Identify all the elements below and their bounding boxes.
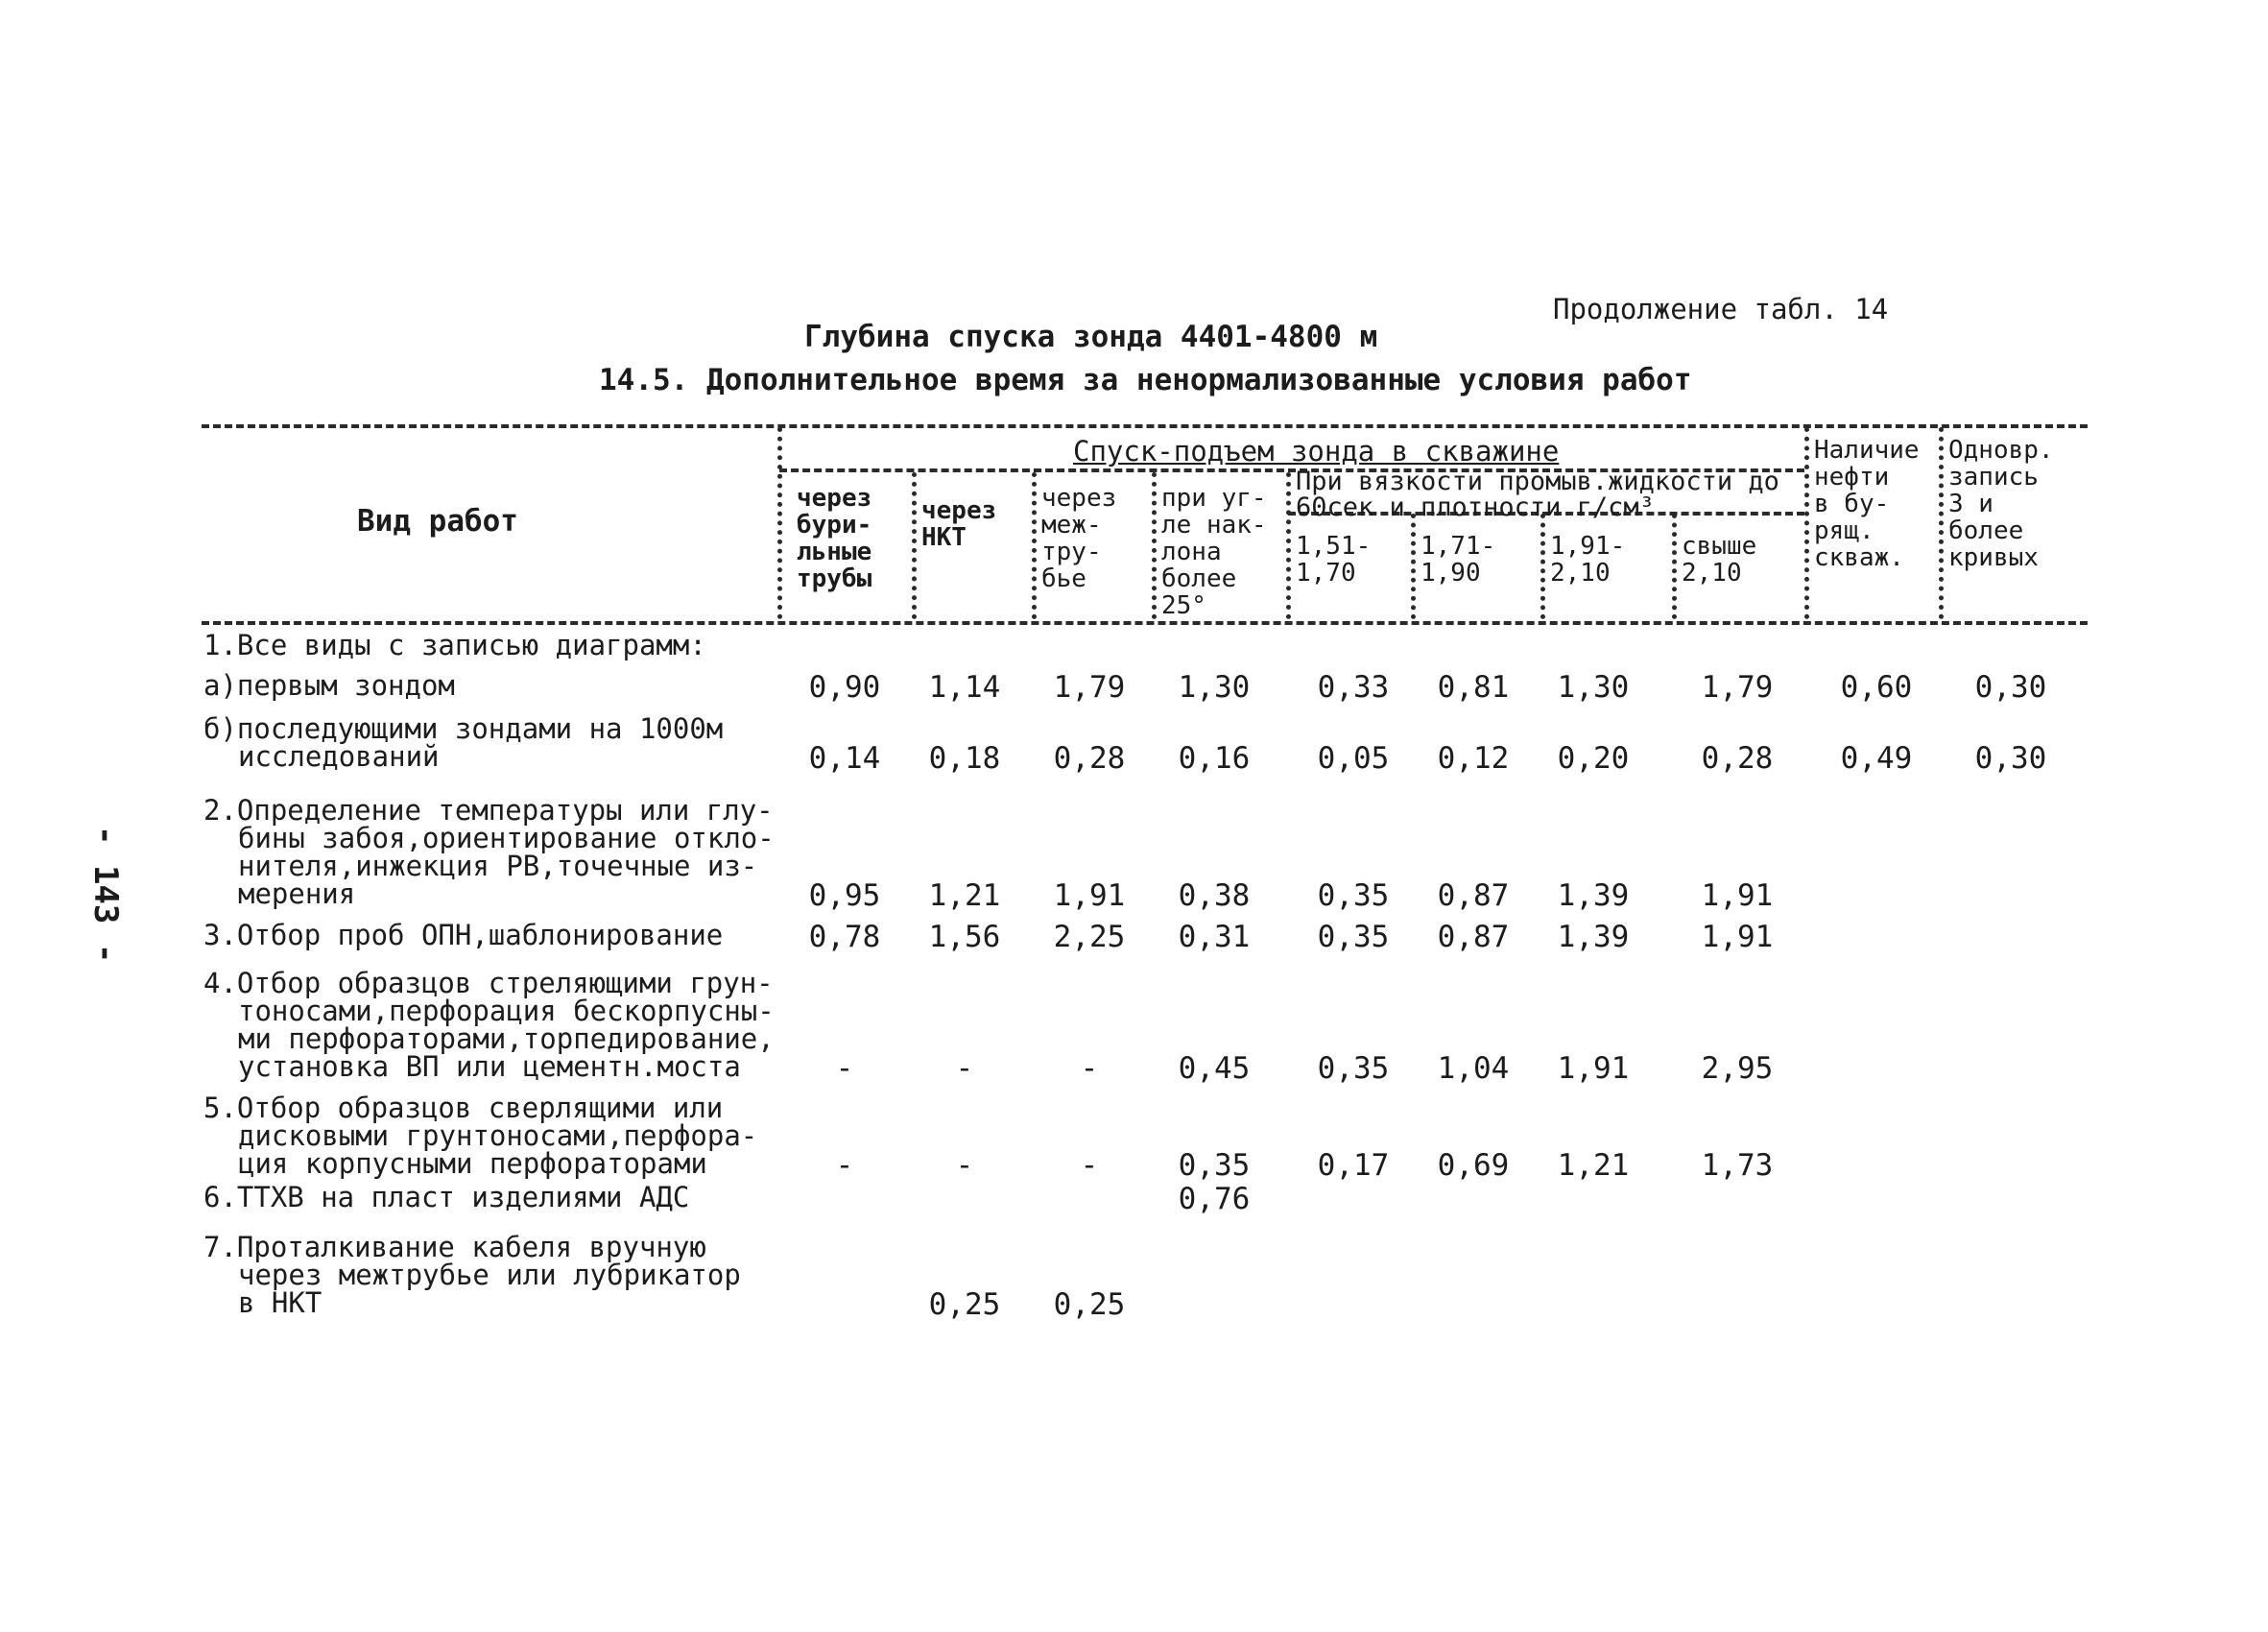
table-cell: 1,04 <box>1437 1051 1510 1086</box>
row-label-line: 4.Отбор образцов стреляющими грун- <box>203 967 774 999</box>
row-label-line: 3.Отбор проб ОПН,шаблонирование <box>203 919 724 951</box>
table-cell: - <box>955 1051 974 1086</box>
column-header-line: 25° <box>1161 591 1206 620</box>
table-cell: 1,91 <box>1701 920 1774 954</box>
table-cell: 0,95 <box>808 878 881 913</box>
table-cell: - <box>955 1148 974 1183</box>
table-cell: 0,35 <box>1317 920 1390 954</box>
continuation-note: Продолжение табл. 14 <box>1553 293 1889 325</box>
column-header-line: скваж. <box>1814 543 1904 572</box>
column-header-line: ле нак- <box>1161 511 1267 540</box>
row-label-line: 1.Все виды с записью диаграмм: <box>203 629 706 661</box>
column-header-line: бури- <box>797 511 872 540</box>
column-header <box>1550 533 1625 587</box>
column-header-line: льные <box>797 538 872 566</box>
table-cell: 0,18 <box>928 741 1001 776</box>
column-header <box>1948 437 2054 571</box>
column-header <box>1161 485 1267 619</box>
table-cell: 0,16 <box>1178 741 1251 776</box>
table-cell: 0,05 <box>1317 741 1390 776</box>
table-cell: 0,30 <box>1974 741 2047 776</box>
row-label-line: исследований <box>238 740 440 773</box>
table-cell: - <box>835 1148 854 1183</box>
table-cell: 0,87 <box>1437 920 1510 954</box>
row-label-line: нителя,инжекция РВ,точечные из- <box>238 850 758 882</box>
row-label <box>203 794 775 910</box>
table-cell: 0,78 <box>808 920 881 954</box>
column-header-line: более <box>1948 516 2024 545</box>
column-header-line: рящ. <box>1814 516 1874 545</box>
depth-title: Глубина спуска зонда 4401-4800 м <box>804 320 1378 354</box>
column-header-line: свыше <box>1682 532 1757 561</box>
table-cell: 0,35 <box>1178 1148 1251 1183</box>
row-label <box>203 1094 757 1178</box>
column-header-line: 3 и <box>1948 490 1993 518</box>
column-divider <box>1286 472 1291 619</box>
row-label-line: б)последующими зондами на 1000м <box>203 712 724 745</box>
column-header-line: Наличие <box>1814 436 1920 465</box>
column-header-line: более <box>1161 564 1237 593</box>
row-label-line: через межтрубье или лубрикатор <box>238 1259 741 1291</box>
table-cell: 0,76 <box>1178 1182 1251 1216</box>
column-divider <box>1411 514 1416 619</box>
column-header <box>1682 533 1756 587</box>
table-cell: 0,14 <box>808 741 881 776</box>
table-cell: - <box>1080 1148 1099 1183</box>
column-header <box>1296 533 1371 587</box>
column-header-line: 1,90 <box>1420 559 1481 588</box>
table-cell: 1,39 <box>1557 920 1630 954</box>
row-label-line: в НКТ <box>238 1286 322 1319</box>
table-cell: 1,39 <box>1557 878 1630 913</box>
table-cell: 0,60 <box>1840 670 1913 705</box>
table-cell: 1,56 <box>928 920 1001 954</box>
table-cell: 0,25 <box>1053 1287 1126 1322</box>
table-cell: 0,12 <box>1437 741 1510 776</box>
table-cell: 1,21 <box>928 878 1001 913</box>
column-header-line: запись <box>1948 463 2039 492</box>
row-label-line: тоносами,перфорация бескорпусны- <box>238 995 775 1027</box>
table-cell: 2,25 <box>1053 920 1126 954</box>
table-cell: 0,81 <box>1437 670 1510 705</box>
table-title: 14.5. Дополнительное время за ненормализованные условия работ <box>599 363 1692 397</box>
column-header-line: через <box>797 484 872 513</box>
column-header <box>1041 485 1116 592</box>
column-header-line: при уг- <box>1161 484 1267 513</box>
row-label <box>203 1181 690 1213</box>
table-cell: 0,25 <box>928 1287 1001 1322</box>
column-divider <box>1540 514 1545 619</box>
group-viscosity-header <box>1296 468 1795 520</box>
column-header-line: в бу- <box>1814 490 1890 518</box>
header-bottom-rule <box>202 621 2088 625</box>
column-header-line: кривых <box>1948 543 2039 572</box>
table-cell: 1,30 <box>1178 670 1251 705</box>
column-divider <box>1152 472 1157 619</box>
table-cell: - <box>1080 1051 1099 1086</box>
column-divider <box>1672 514 1677 619</box>
table-cell: 0,87 <box>1437 878 1510 913</box>
table-cell: 0,38 <box>1178 878 1251 913</box>
table-cell: 0,35 <box>1317 1051 1390 1086</box>
row-label-line: 5.Отбор образцов сверлящими или <box>203 1092 724 1124</box>
table-cell: 1,79 <box>1053 670 1126 705</box>
table-cell: 0,49 <box>1840 741 1913 776</box>
row-label <box>203 669 455 702</box>
table-cell: 1,30 <box>1557 670 1630 705</box>
column-header <box>1420 533 1495 587</box>
column-header-line: меж- <box>1041 511 1102 540</box>
column-header-line: трубы <box>797 564 872 593</box>
table-cell: 0,28 <box>1701 741 1774 776</box>
table-cell: 1,91 <box>1701 878 1774 913</box>
table-cell: 0,33 <box>1317 670 1390 705</box>
row-label <box>203 629 706 661</box>
table-cell: 0,69 <box>1437 1148 1510 1183</box>
column-header-line: 1,91- <box>1550 532 1626 561</box>
row-label-line: ция корпусными перфораторами <box>238 1147 707 1180</box>
column-header-line: 2,10 <box>1550 559 1611 588</box>
column-header <box>797 485 871 592</box>
table-cell: 0,90 <box>808 670 881 705</box>
column-header-line: Одновр. <box>1948 436 2054 465</box>
work-type-header: Вид работ <box>357 504 518 539</box>
table-cell: 2,95 <box>1701 1051 1774 1086</box>
viscosity-text: При вязкости промыв.жидкости до 60сек и плотности г/см³ <box>1296 467 1779 522</box>
table-cell: 1,73 <box>1701 1148 1774 1183</box>
column-header-line: 1,70 <box>1296 559 1356 588</box>
table-cell: 0,20 <box>1557 741 1630 776</box>
table-cell: 0,31 <box>1178 920 1251 954</box>
column-header <box>921 497 996 551</box>
column-header-line: 1,71- <box>1420 532 1496 561</box>
group-main-header: Спуск-подъем зонда в скважине <box>1073 435 1560 468</box>
column-header-line: тру- <box>1041 538 1102 566</box>
column-header-line: 2,10 <box>1682 559 1742 588</box>
table-cell: 1,91 <box>1557 1051 1630 1086</box>
table-cell: 1,14 <box>928 670 1001 705</box>
page-number: - 143 - <box>86 826 125 964</box>
column-header-line: через <box>921 496 997 525</box>
table-cell: 0,30 <box>1974 670 2047 705</box>
table-cell: - <box>835 1051 854 1086</box>
row-label-line: мерения <box>238 877 356 910</box>
table-cell: 0,17 <box>1317 1148 1390 1183</box>
row-label-line: ми перфораторами,торпедирование, <box>238 1022 775 1055</box>
row-label <box>203 919 724 951</box>
row-label-line: дисковыми грунтоносами,перфора- <box>238 1119 758 1152</box>
row-label-line: а)первым зондом <box>203 669 455 702</box>
table-cell: 0,35 <box>1317 878 1390 913</box>
row-label-line: бины забоя,ориентирование откло- <box>238 822 775 854</box>
row-label-line: 2.Определение температуры или глу- <box>203 794 774 827</box>
table-cell: 0,45 <box>1178 1051 1251 1086</box>
column-header-line: 1,51- <box>1296 532 1372 561</box>
column-divider <box>777 427 782 619</box>
row-label-line: 7.Проталкивание кабеля вручную <box>203 1231 706 1263</box>
column-header <box>1814 437 1920 571</box>
column-divider <box>912 472 917 619</box>
table-cell: 1,79 <box>1701 670 1774 705</box>
table-cell: 1,21 <box>1557 1148 1630 1183</box>
row-label <box>203 712 724 773</box>
column-header-line: через <box>1041 484 1117 513</box>
column-header-line: нефти <box>1814 463 1890 492</box>
column-header-line: бье <box>1041 564 1086 593</box>
row-label-line: 6.ТТХВ на пласт изделиями АДС <box>203 1181 690 1213</box>
row-label <box>203 967 775 1083</box>
column-header-line: НКТ <box>921 523 967 552</box>
column-divider <box>1032 472 1037 619</box>
row-label-line: установка ВП или цементн.моста <box>238 1050 741 1083</box>
table-cell: 0,28 <box>1053 741 1126 776</box>
column-divider <box>1804 427 1809 619</box>
column-divider <box>1939 427 1944 619</box>
row-label <box>203 1231 741 1319</box>
table-cell: 1,91 <box>1053 878 1126 913</box>
column-header-line: лона <box>1161 538 1222 566</box>
